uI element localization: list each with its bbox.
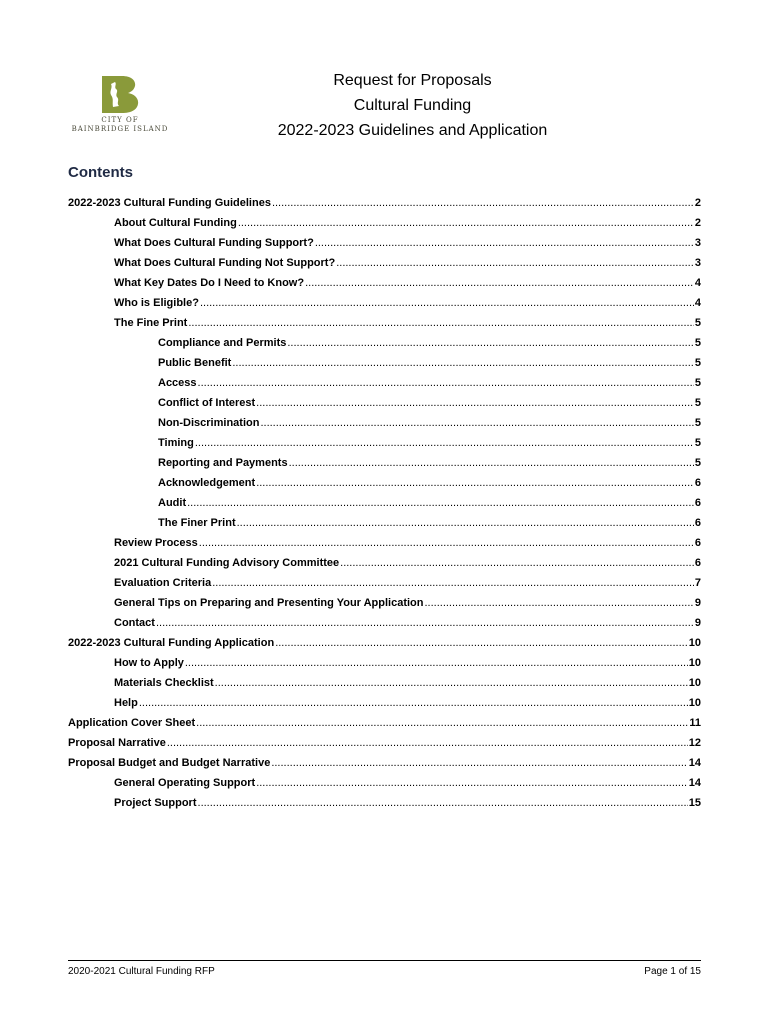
toc-entry[interactable] bbox=[158, 393, 701, 413]
city-logo bbox=[68, 74, 172, 138]
toc-dot-leader bbox=[156, 613, 694, 633]
footer-divider bbox=[68, 960, 701, 961]
title-line-2: Cultural Funding bbox=[353, 97, 472, 114]
toc-entry-page: 10 bbox=[688, 657, 701, 669]
toc-entry-page: 6 bbox=[694, 497, 701, 509]
toc-entry[interactable] bbox=[114, 553, 701, 573]
toc-entry-label: Audit bbox=[158, 497, 187, 509]
toc-entry-label: Proposal Narrative bbox=[68, 737, 166, 749]
toc-dot-leader bbox=[275, 633, 688, 653]
toc-dot-leader bbox=[287, 333, 694, 353]
title-line-3: 2022-2023 Guidelines and Application bbox=[277, 122, 548, 139]
footer-page-number: Page 1 of 15 bbox=[644, 966, 701, 977]
toc-entry[interactable] bbox=[68, 193, 701, 213]
toc-entry-label: Contact bbox=[114, 617, 155, 629]
toc-dot-leader bbox=[305, 273, 694, 293]
toc-dot-leader bbox=[315, 233, 694, 253]
toc-entry-label: How to Apply bbox=[114, 657, 184, 669]
toc-entry[interactable] bbox=[158, 413, 701, 433]
toc-entry-page: 2 bbox=[694, 197, 701, 209]
toc-entry-label: What Does Cultural Funding Not Support? bbox=[114, 257, 336, 269]
toc-entry[interactable] bbox=[158, 353, 701, 373]
toc-dot-leader bbox=[212, 573, 694, 593]
toc-entry[interactable] bbox=[114, 693, 701, 713]
toc-dot-leader bbox=[289, 453, 694, 473]
toc-entry[interactable] bbox=[114, 573, 701, 593]
toc-entry-label: Materials Checklist bbox=[114, 677, 214, 689]
toc-entry[interactable] bbox=[114, 233, 701, 253]
toc-entry[interactable] bbox=[158, 433, 701, 453]
toc-entry[interactable] bbox=[114, 313, 701, 333]
toc-entry[interactable] bbox=[114, 253, 701, 273]
toc-entry-page: 15 bbox=[688, 797, 701, 809]
toc-entry-label: 2022-2023 Cultural Funding Guidelines bbox=[68, 197, 271, 209]
toc-entry-page: 5 bbox=[694, 417, 701, 429]
toc-entry-label: Proposal Budget and Budget Narrative bbox=[68, 757, 271, 769]
toc-entry-page: 6 bbox=[694, 557, 701, 569]
toc-dot-leader bbox=[200, 293, 694, 313]
toc-entry[interactable] bbox=[68, 733, 701, 753]
toc-dot-leader bbox=[188, 313, 694, 333]
toc-entry-label: Application Cover Sheet bbox=[68, 717, 196, 729]
toc-entry-page: 10 bbox=[688, 677, 701, 689]
toc-entry[interactable] bbox=[158, 473, 701, 493]
toc-entry[interactable] bbox=[68, 633, 701, 653]
toc-entry[interactable] bbox=[114, 593, 701, 613]
toc-entry-page: 9 bbox=[694, 597, 701, 609]
toc-entry-label: Who is Eligible? bbox=[114, 297, 199, 309]
toc-entry-page: 6 bbox=[694, 537, 701, 549]
toc-dot-leader bbox=[340, 553, 694, 573]
toc-dot-leader bbox=[139, 693, 688, 713]
logo-city-text: CITY OF bbox=[101, 116, 139, 124]
toc-entry-label: Compliance and Permits bbox=[158, 337, 287, 349]
toc-entry-label: 2021 Cultural Funding Advisory Committee bbox=[114, 557, 340, 569]
toc-entry[interactable] bbox=[158, 513, 701, 533]
toc-entry-page: 12 bbox=[688, 737, 701, 749]
toc-entry-label: Timing bbox=[158, 437, 194, 449]
toc-dot-leader bbox=[260, 413, 693, 433]
toc-entry-page: 14 bbox=[688, 777, 701, 789]
toc-entry-label: Non-Discrimination bbox=[158, 417, 260, 429]
toc-entry-label: General Tips on Preparing and Presenting Your Application bbox=[114, 597, 424, 609]
toc-dot-leader bbox=[256, 773, 688, 793]
toc-entry[interactable] bbox=[114, 653, 701, 673]
toc-entry-page: 6 bbox=[694, 517, 701, 529]
toc-entry-label: The Finer Print bbox=[158, 517, 236, 529]
title-line-1: Request for Proposals bbox=[333, 72, 492, 89]
bainbridge-b-logo-icon bbox=[98, 74, 142, 114]
toc-entry-label: 2022-2023 Cultural Funding Application bbox=[68, 637, 275, 649]
toc-entry[interactable] bbox=[68, 713, 701, 733]
toc-entry-page: 3 bbox=[694, 257, 701, 269]
toc-entry-label: Review Process bbox=[114, 537, 198, 549]
toc-entry[interactable] bbox=[114, 773, 701, 793]
toc-dot-leader bbox=[196, 713, 688, 733]
contents-heading: Contents bbox=[68, 164, 133, 181]
toc-entry-page: 4 bbox=[694, 277, 701, 289]
toc-entry-label: Help bbox=[114, 697, 138, 709]
toc-entry[interactable] bbox=[158, 373, 701, 393]
toc-entry[interactable] bbox=[114, 613, 701, 633]
toc-dot-leader bbox=[195, 433, 694, 453]
toc-entry[interactable] bbox=[114, 533, 701, 553]
toc-entry[interactable] bbox=[114, 213, 701, 233]
footer-document-title: 2020-2021 Cultural Funding RFP bbox=[68, 966, 215, 977]
toc-dot-leader bbox=[238, 213, 694, 233]
toc-entry-page: 5 bbox=[694, 397, 701, 409]
toc-dot-leader bbox=[187, 493, 694, 513]
toc-entry[interactable] bbox=[114, 673, 701, 693]
toc-entry[interactable] bbox=[114, 273, 701, 293]
toc-entry-label: Public Benefit bbox=[158, 357, 232, 369]
toc-entry-label: Project Support bbox=[114, 797, 197, 809]
toc-dot-leader bbox=[232, 353, 694, 373]
toc-entry-page: 3 bbox=[694, 237, 701, 249]
toc-entry-page: 5 bbox=[694, 457, 701, 469]
toc-entry-label: Access bbox=[158, 377, 197, 389]
toc-entry-label: The Fine Print bbox=[114, 317, 188, 329]
toc-entry-label: What Key Dates Do I Need to Know? bbox=[114, 277, 305, 289]
toc-entry-page: 5 bbox=[694, 377, 701, 389]
toc-entry-page: 10 bbox=[688, 637, 701, 649]
logo-island-text: BAINBRIDGE ISLAND bbox=[71, 125, 169, 133]
toc-entry-label: Acknowledgement bbox=[158, 477, 256, 489]
toc-entry-label: Conflict of Interest bbox=[158, 397, 256, 409]
toc-dot-leader bbox=[256, 393, 694, 413]
toc-dot-leader bbox=[336, 253, 694, 273]
toc-entry[interactable] bbox=[114, 293, 701, 313]
toc-entry[interactable] bbox=[158, 453, 701, 473]
toc-entry-page: 6 bbox=[694, 477, 701, 489]
toc-entry-page: 5 bbox=[694, 357, 701, 369]
toc-entry-page: 5 bbox=[694, 337, 701, 349]
toc-entry-page: 5 bbox=[694, 437, 701, 449]
toc-dot-leader bbox=[256, 473, 694, 493]
toc-dot-leader bbox=[215, 673, 688, 693]
toc-entry-page: 9 bbox=[694, 617, 701, 629]
toc-entry-page: 2 bbox=[694, 217, 701, 229]
toc-entry[interactable] bbox=[158, 333, 701, 353]
toc-dot-leader bbox=[271, 753, 687, 773]
title-block bbox=[240, 68, 585, 143]
toc-dot-leader bbox=[424, 593, 693, 613]
toc-entry-label: About Cultural Funding bbox=[114, 217, 237, 229]
toc-entry-label: Evaluation Criteria bbox=[114, 577, 212, 589]
toc-entry[interactable] bbox=[68, 753, 701, 773]
toc-dot-leader bbox=[198, 793, 688, 813]
toc-entry-page: 14 bbox=[688, 757, 701, 769]
toc-entry[interactable] bbox=[158, 493, 701, 513]
toc-entry-page: 11 bbox=[689, 717, 701, 729]
toc-dot-leader bbox=[272, 193, 694, 213]
toc-dot-leader bbox=[237, 513, 694, 533]
toc-dot-leader bbox=[198, 373, 694, 393]
toc-entry-page: 4 bbox=[694, 297, 701, 309]
toc-entry-page: 5 bbox=[694, 317, 701, 329]
toc-entry-label: Reporting and Payments bbox=[158, 457, 288, 469]
toc-entry-page: 10 bbox=[688, 697, 701, 709]
toc-entry-label: What Does Cultural Funding Support? bbox=[114, 237, 314, 249]
toc-entry-label: General Operating Support bbox=[114, 777, 256, 789]
toc-entry-page: 7 bbox=[694, 577, 701, 589]
toc-dot-leader bbox=[167, 733, 688, 753]
toc-dot-leader bbox=[199, 533, 694, 553]
toc-entry[interactable] bbox=[114, 793, 701, 813]
toc-dot-leader bbox=[185, 653, 688, 673]
